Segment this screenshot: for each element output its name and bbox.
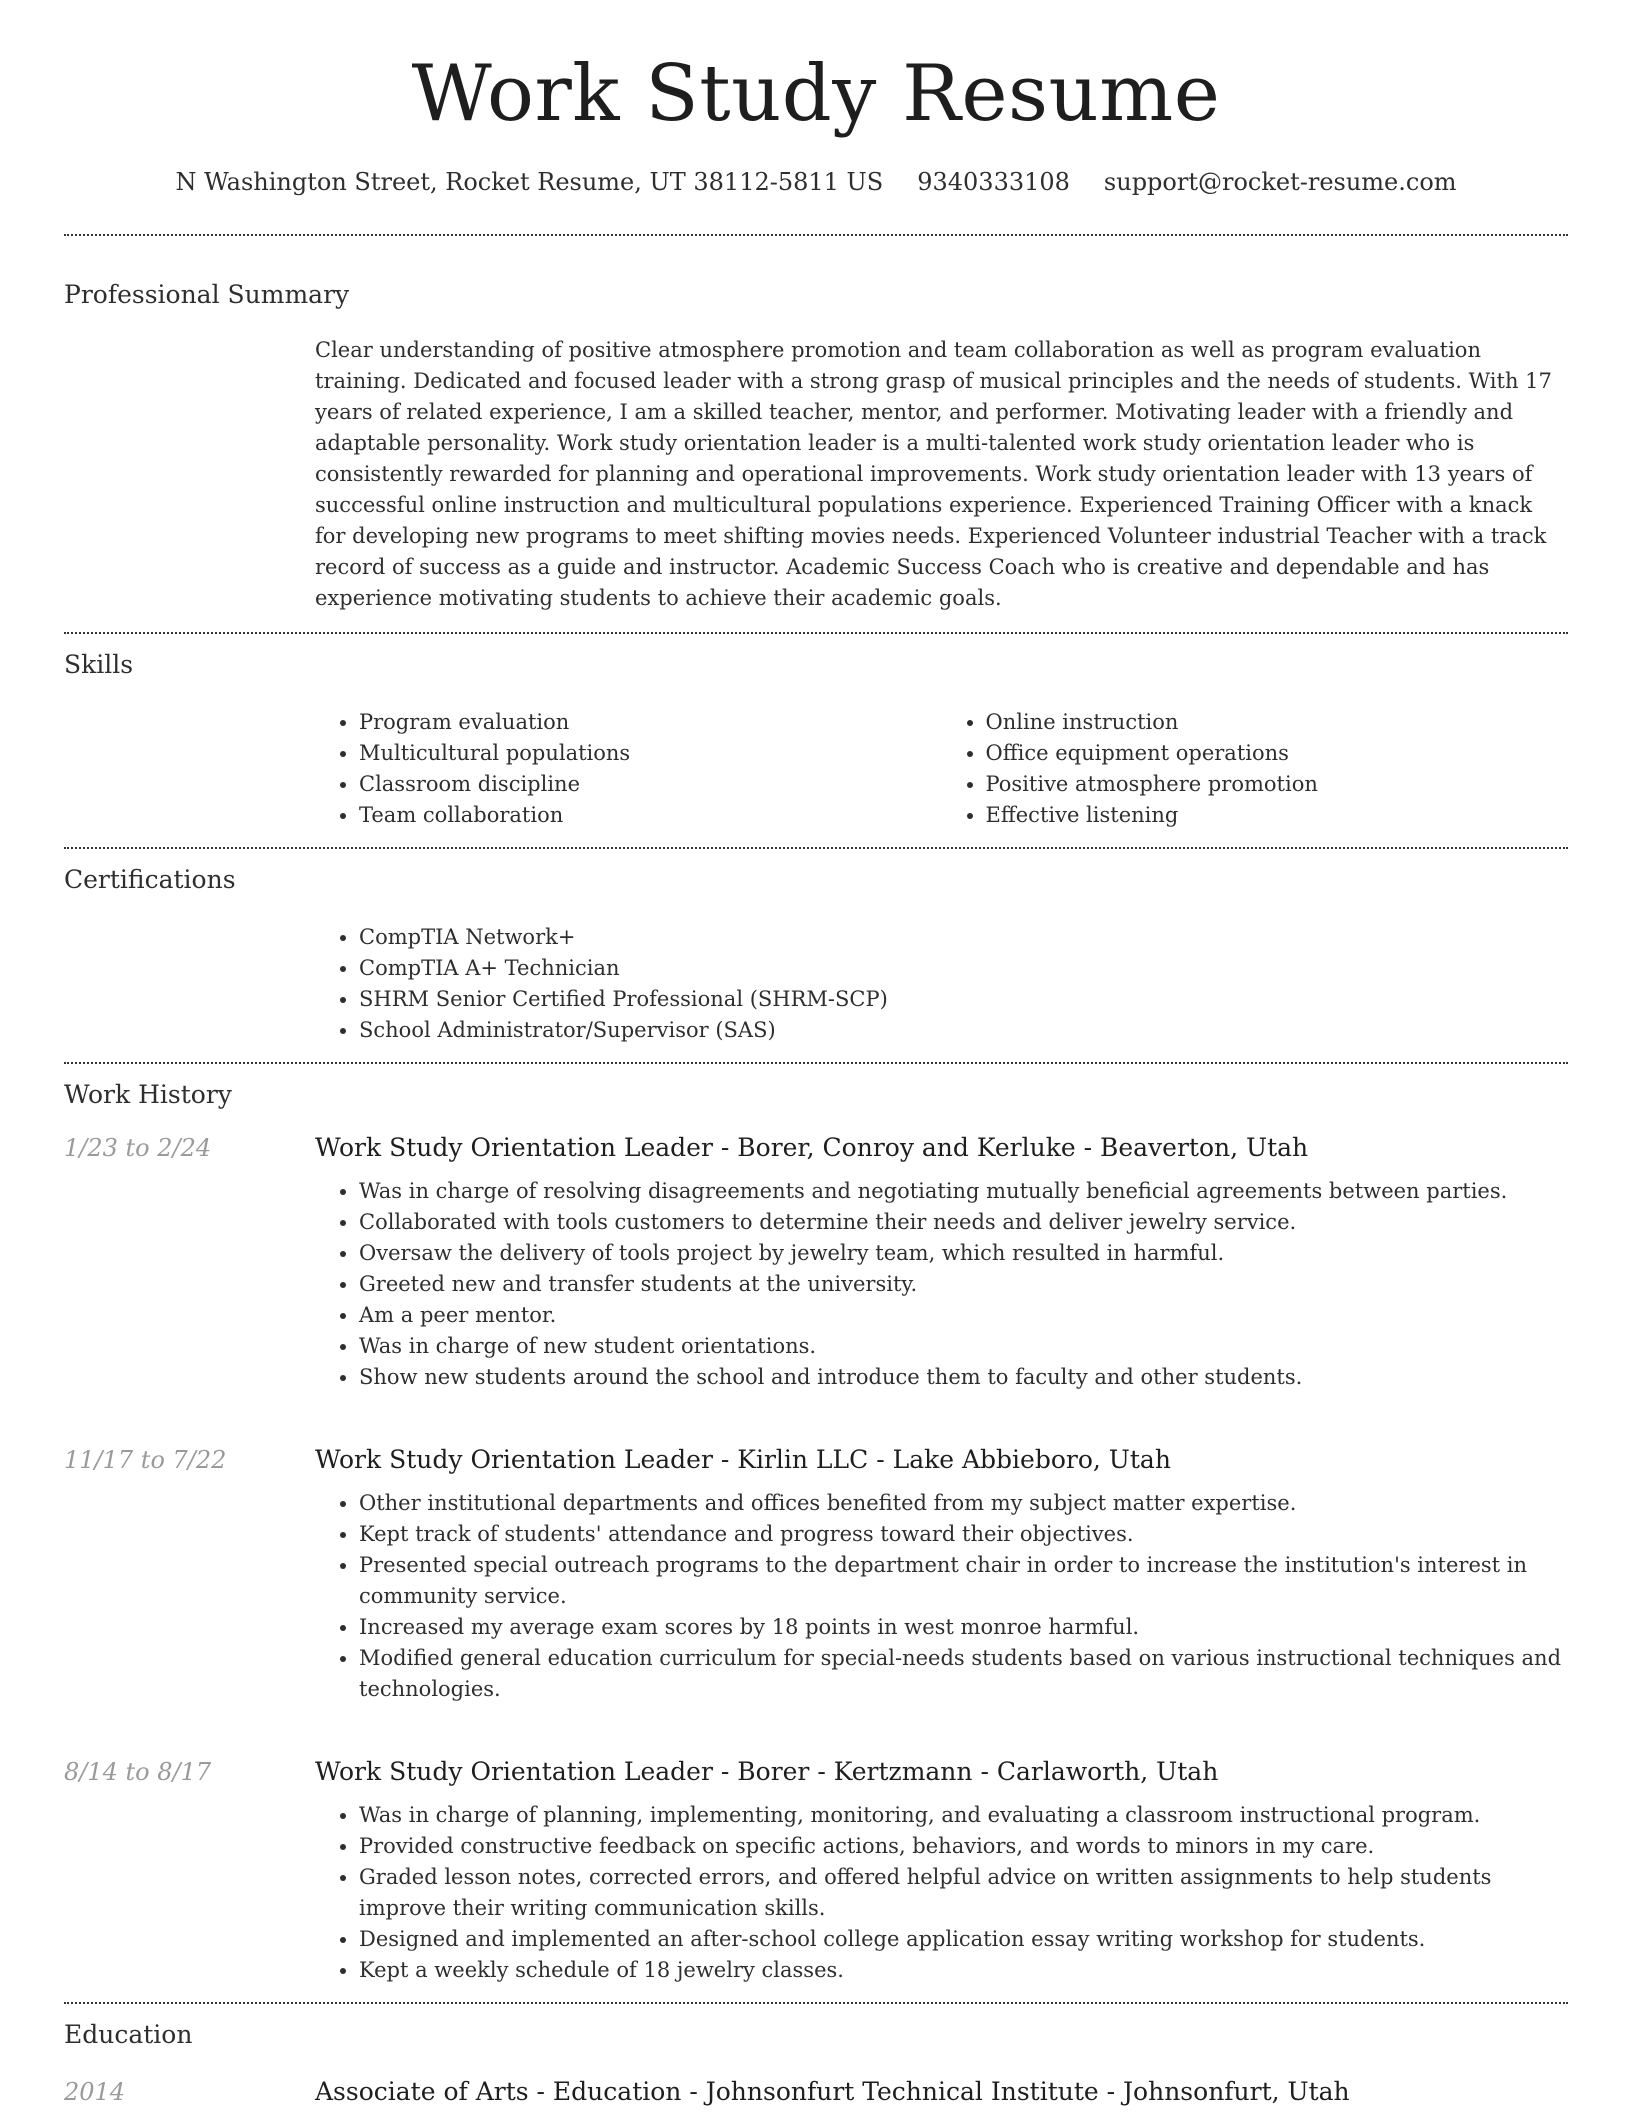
section-title-work-history: Work History	[64, 1079, 232, 1109]
education-title: Associate of Arts - Education - Johnsonfurt Technical Institute - Johnsonfurt, Utah	[315, 2076, 1350, 2106]
job-bullet-list	[315, 1488, 1568, 1705]
job-title: Work Study Orientation Leader - Kirlin LLC - Lake Abbieboro, Utah	[315, 1444, 1171, 1474]
certifications-list	[315, 922, 1568, 1046]
resume-title: Work Study Resume	[411, 49, 1221, 139]
job-entry	[64, 1445, 1568, 1474]
job-bullets	[315, 1162, 1568, 1393]
job-dates: 1/23 to 2/24	[64, 1133, 212, 1162]
list-item: • Show new students around the school and introduce them to faculty and other students.	[359, 1362, 1568, 1393]
list-item: • Was in charge of new student orientations.	[359, 1331, 1568, 1362]
list-item: • Was in charge of resolving disagreements and negotiating mutually beneficial agreements between parties.	[359, 1176, 1568, 1207]
spacer	[64, 1705, 1568, 1733]
list-item: • Kept a weekly schedule of 18 jewelry classes.	[359, 1955, 1568, 1986]
list-item: • Program evaluation	[359, 707, 942, 738]
skills-list-right	[942, 707, 1569, 831]
list-item: • Greeted new and transfer students at the university.	[359, 1269, 1568, 1300]
list-item: • Oversaw the delivery of tools project by jewelry team, which resulted in harmful.	[359, 1238, 1568, 1269]
section-title-certifications: Certifications	[64, 864, 236, 894]
list-item: • Team collaboration	[359, 800, 942, 831]
phone: 9340333108	[917, 167, 1070, 196]
list-item: • Provided constructive feedback on specific actions, behaviors, and words to minors in my care.	[359, 1831, 1568, 1862]
list-item: • Designed and implemented an after-school college application essay writing workshop for students.	[359, 1924, 1568, 1955]
list-item: • SHRM Senior Certified Professional (SHRM-SCP)	[359, 984, 1568, 1015]
education-section	[64, 2004, 1568, 2106]
list-item: • Office equipment operations	[986, 738, 1569, 769]
job-title: Work Study Orientation Leader - Borer - Kertzmann - Carlaworth, Utah	[315, 1756, 1219, 1786]
work-history-section	[64, 1064, 1568, 2002]
list-item: • CompTIA A+ Technician	[359, 953, 1568, 984]
list-item: • Positive atmosphere promotion	[986, 769, 1569, 800]
list-item: • Modified general education curriculum for special-needs students based on various instructional techniques and technologies.	[359, 1643, 1568, 1705]
job-bullet-list	[315, 1176, 1568, 1393]
section-title-skills: Skills	[64, 649, 134, 679]
list-item: • Online instruction	[986, 707, 1569, 738]
summary-section	[64, 236, 1568, 632]
resume-header	[64, 0, 1568, 196]
list-item: • Increased my average exam scores by 18 points in west monroe harmful.	[359, 1612, 1568, 1643]
skills-list-left	[315, 707, 942, 831]
education-entry	[64, 2077, 1568, 2106]
skills-section	[64, 634, 1568, 847]
contact-line	[64, 168, 1568, 196]
job-entry	[64, 1133, 1568, 1162]
list-item: • CompTIA Network+	[359, 922, 1568, 953]
list-item: • Collaborated with tools customers to determine their needs and deliver jewelry service.	[359, 1207, 1568, 1238]
list-item: • Am a peer mentor.	[359, 1300, 1568, 1331]
job-bullet-list	[315, 1800, 1568, 1986]
list-item: • Presented special outreach programs to the department chair in order to increase the institution's interest in community service.	[359, 1550, 1568, 1612]
job-title: Work Study Orientation Leader - Borer, Conroy and Kerluke - Beaverton, Utah	[315, 1132, 1309, 1162]
summary-text: Clear understanding of positive atmosphere promotion and team collaboration as well as program evaluation training. Dedicated and focused leader with a strong grasp of musical principles and the needs of students. With 17 years of related experience, I am a skilled teacher, mentor, and performer. Motivating leader with a friendly and adaptable personality. Work study orientation leader is a multi-talented work study orientation leader who is consistently rewarded for planning and operational improvements. Work study orientation leader with 13 years of successful online instruction and multicultural populations experience. Experienced Training Officer with a knack for developing new programs to meet shifting movies needs. Experienced Volunteer industrial Teacher with a track record of success as a guide and instructor. Academic Success Coach who is creative and dependable and has experience motivating students to achieve their academic goals.	[315, 337, 1552, 610]
job-dates: 8/14 to 8/17	[64, 1757, 212, 1786]
list-item: • School Administrator/Supervisor (SAS)	[359, 1015, 1568, 1046]
job-dates: 11/17 to 7/22	[64, 1445, 227, 1474]
certifications-list-wrap	[315, 894, 1568, 1062]
spacer	[64, 1986, 1568, 2002]
list-item: • Other institutional departments and offices benefited from my subject matter expertise.	[359, 1488, 1568, 1519]
job-entry	[64, 1757, 1568, 1786]
section-title-education: Education	[64, 2019, 193, 2049]
list-item: • Classroom discipline	[359, 769, 942, 800]
address: N Washington Street, Rocket Resume, UT 38112-5811 US	[175, 167, 884, 196]
job-bullets	[315, 1474, 1568, 1705]
education-dates: 2014	[64, 2077, 126, 2106]
certifications-section	[64, 849, 1568, 1062]
spacer	[64, 1393, 1568, 1421]
list-item: • Was in charge of planning, implementing, monitoring, and evaluating a classroom instructional program.	[359, 1800, 1568, 1831]
job-bullets	[315, 1786, 1568, 1986]
skills-grid	[315, 679, 1568, 847]
list-item: • Multicultural populations	[359, 738, 942, 769]
list-item: • Kept track of students' attendance and progress toward their objectives.	[359, 1519, 1568, 1550]
section-title-summary: Professional Summary	[64, 279, 350, 309]
list-item: • Graded lesson notes, corrected errors, and offered helpful advice on written assignments to help students improve their writing communication skills.	[359, 1862, 1568, 1924]
list-item: • Effective listening	[986, 800, 1569, 831]
email: support@rocket-resume.com	[1103, 167, 1457, 196]
